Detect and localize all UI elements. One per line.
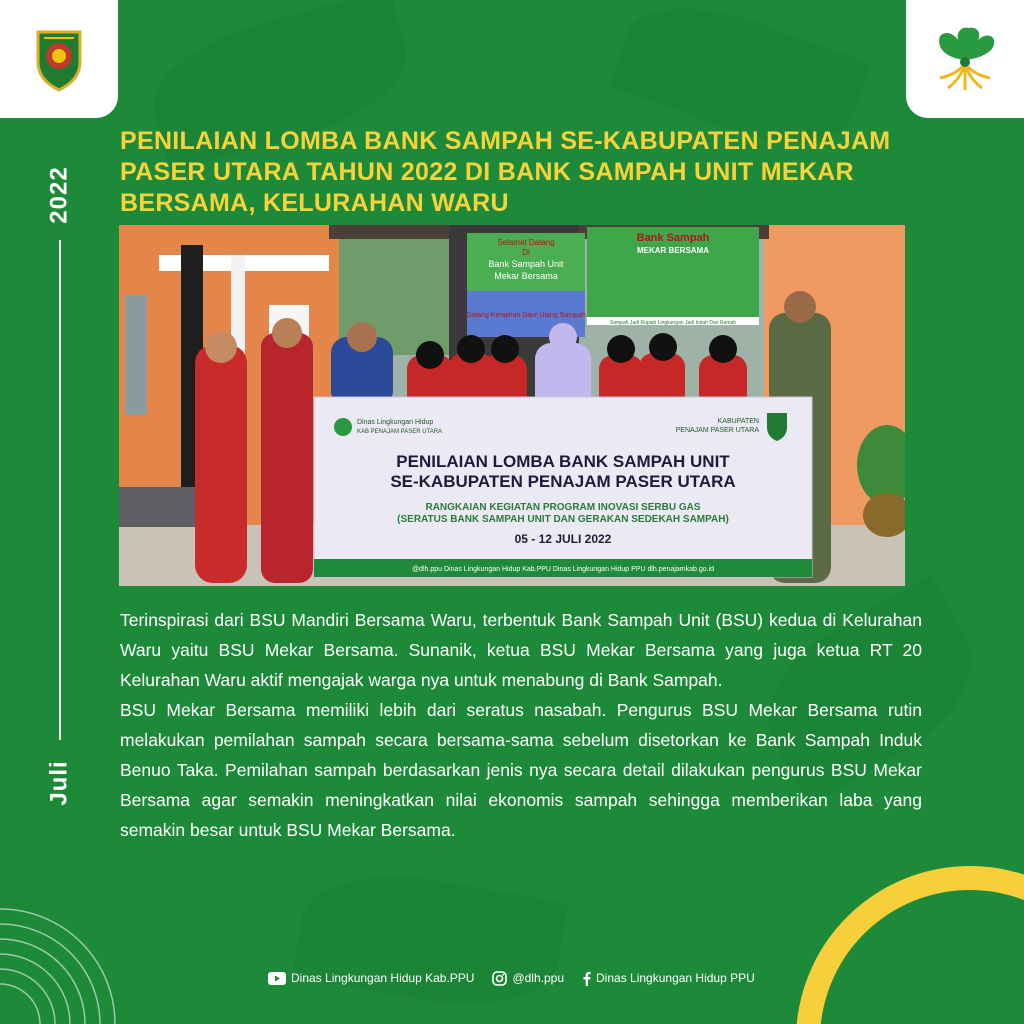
sign-welcome-line: Di [522, 248, 530, 257]
regency-emblem-icon [0, 0, 118, 118]
sign-welcome-line: Selamat Datang [497, 238, 555, 247]
post-title: PENILAIAN LOMBA BANK SAMPAH SE-KABUPATEN PENAJAM PASER UTARA TAHUN 2022 DI BANK SAMPAH UNIT MEKAR BERSAMA, KELURAHAN WARU [120, 127, 891, 217]
article-paragraph: Terinspirasi dari BSU Mandiri Bersama Waru, terbentuk Bank Sampah Unit (BSU) kedua di Kelurahan Waru yaitu BSU Mekar Bersama. Sunanik, ketua BSU Mekar Bersama yang juga ketua RT 20 Kelurahan Waru aktif mengajak warga nya untuk menabung di Bank Sampah. [120, 610, 922, 690]
banner-date: 05 - 12 JULI 2022 [514, 532, 612, 546]
sign-welcome-line: Galang Kerajinan Daur Ulang Sampah [466, 312, 586, 319]
article-paragraph: BSU Mekar Bersama memiliki lebih dari seratus nasabah. Pengurus BSU Mekar Bersama rutin melakukan pemilahan sampah secara bersama-sama sebelum disetorkan ke Bank Sampah Induk Benuo Taka. Pemilahan sampah berdasarkan jenis nya secara detail dilakukan pengurus BSU Mekar Bersama agar semakin meningkatkan nilai ekonomis sampah sehingga memberikan laba yang semakin besar untuk BSU Mekar Bersama. [120, 700, 922, 840]
event-group-photo [119, 225, 905, 586]
banner-title-line-2: SE-KABUPATEN PENAJAM PASER UTARA [390, 472, 736, 491]
group-photo-illustration [119, 225, 905, 586]
facebook-label: Dinas Lingkungan Hidup PPU [596, 971, 755, 985]
youtube-link[interactable] [268, 971, 474, 985]
side-month-label: Juli [46, 759, 73, 806]
instagram-link[interactable] [492, 971, 564, 986]
banner-org-sub: KAB PENAJAM PASER UTARA [357, 429, 443, 435]
youtube-icon [268, 972, 286, 985]
sign-welcome-line: Bank Sampah Unit [488, 259, 564, 269]
side-divider-line [59, 240, 61, 740]
instagram-label: @dlh.ppu [512, 971, 565, 985]
banner-subtitle-line-1: RANGKAIAN KEGIATAN PROGRAM INOVASI SERBU GAS [425, 502, 701, 513]
article-body [120, 605, 922, 845]
banner-dlh-logo-icon [334, 418, 352, 436]
banner-title-line-1: PENILAIAN LOMBA BANK SAMPAH UNIT [396, 452, 730, 471]
background-leaf-decoration [292, 858, 569, 1021]
tree-roots-logo-icon [906, 0, 1024, 118]
concentric-arcs-decoration [0, 894, 130, 1024]
instagram-icon [492, 971, 507, 986]
side-year-label: 2022 [46, 166, 74, 224]
banner-footer-contacts: @dlh.ppu Dinas Lingkungan Hidup Kab.PPU Dinas Lingkungan Hidup PPU dlh.penajamkab.go.id [411, 566, 715, 573]
yellow-ring-decoration [796, 866, 1024, 1024]
sign-bank-slogan: Sampah Jadi Rupiah Lingkungan Jadi Indah Dan Ramah [609, 320, 737, 326]
banner-region: KABUPATEN [717, 418, 759, 425]
dlh-logo-card [906, 0, 1024, 118]
facebook-icon [582, 971, 591, 986]
banner-subtitle-line-2: (SERATUS BANK SAMPAH UNIT DAN GERAKAN SEDEKAH SAMPAH) [397, 514, 729, 525]
sign-bank-title: Bank Sampah [636, 232, 710, 244]
regency-logo-card [0, 0, 118, 118]
banner-region-sub: PENAJAM PASER UTARA [675, 427, 759, 434]
sign-bank-subtitle: MEKAR BERSAMA [637, 246, 709, 255]
banner-org-name: Dinas Lingkungan Hidup [357, 419, 434, 426]
sign-welcome-line: Mekar Bersama [494, 271, 558, 281]
social-footer [268, 966, 773, 990]
facebook-link[interactable] [582, 971, 755, 986]
youtube-label: Dinas Lingkungan Hidup Kab.PPU [291, 971, 475, 985]
